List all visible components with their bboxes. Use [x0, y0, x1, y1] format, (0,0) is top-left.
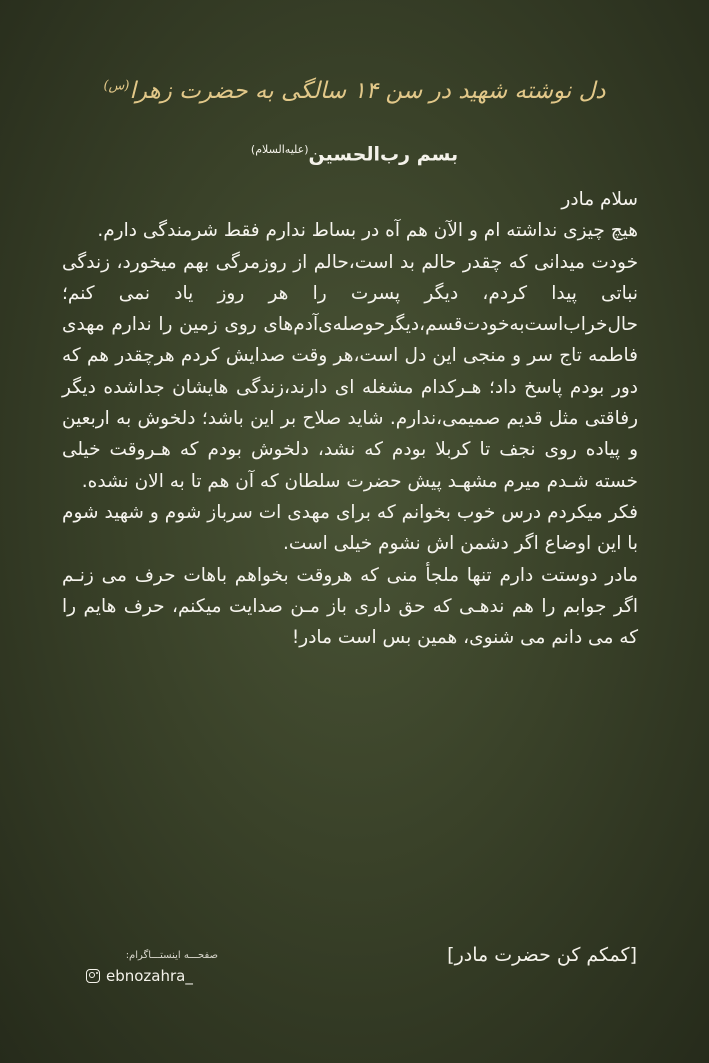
instagram-icon [86, 969, 100, 983]
letter-paragraph: خودت میدانی که چقدر حالم بد است،حالم از روزمرگی بهم میخورد، زندگی نباتی پیدا کردم، دیگر پسرت را هر روز یاد نمی کنم؛حال‌خراب‌است‌به‌خودت‌قسم،دیگرحوصله‌ی‌آدم‌های روی زمین را ندارم مهدی فاطمه تاج سر و منجی این دل است،هر وقت صدایش کردم هرچقدر هم که دور بودم پاسخ داد؛ هـرکدام مشغله ای دارند،زندگی هایشان جداشده دیگر رفاقتی مثل قدیم صمیمی،ندارم. شاید صلاح بر این باشد؛ دلخوش به اربعین و پیاده روی نجف تا کربلا بودم که نشد، دلخوش بودم که هـروقت خیلی خسته شـدم میرم مشهـد پیش حضرت سلطان که آن هم تا به الان نشده. [62, 251, 638, 492]
bismillah-text: بسم رب‌الحسین [308, 143, 459, 166]
bismillah-heading [0, 143, 709, 165]
bismillah-suffix: (علیه‌السلام) [250, 143, 309, 156]
letter-paragraph: فکر میکردم درس خوب بخوانم که برای مهدی ات سرباز شوم و شهید شوم با این اوضاع اگر دشمن اش نشوم خیلی است. [62, 501, 638, 555]
letter-signature: [کمکم کن حضرت مادر] [447, 944, 637, 966]
title-text: دل نوشته شهید در سن ۱۴ سالگی به حضرت زهرا [129, 78, 606, 104]
instagram-handle-link[interactable] [86, 967, 236, 985]
instagram-credit [86, 950, 236, 985]
letter-body [62, 184, 638, 653]
title-suffix: (س) [103, 78, 130, 94]
letter-paragraph: مادر دوستت دارم تنها ملجأ منی که هروقت بخواهم باهات حرف می زنـم اگر جوابم را هم ندهـی که حق داری باز مـن صدایت میکنم، حرف هایم را که می دانم می شنوی، همین بس است مادر! [62, 564, 638, 649]
instagram-handle: ebnozahra_ [106, 967, 193, 985]
letter-greeting: سلام مادر [561, 189, 638, 210]
letter-paragraph: هیچ چیزی نداشته ام و الآن هم آه در بساط ندارم فقط شرمندگی دارم. [97, 220, 638, 242]
page-title [0, 78, 709, 104]
credit-label: صفحـــه اینستـــاگرام: [125, 950, 218, 961]
